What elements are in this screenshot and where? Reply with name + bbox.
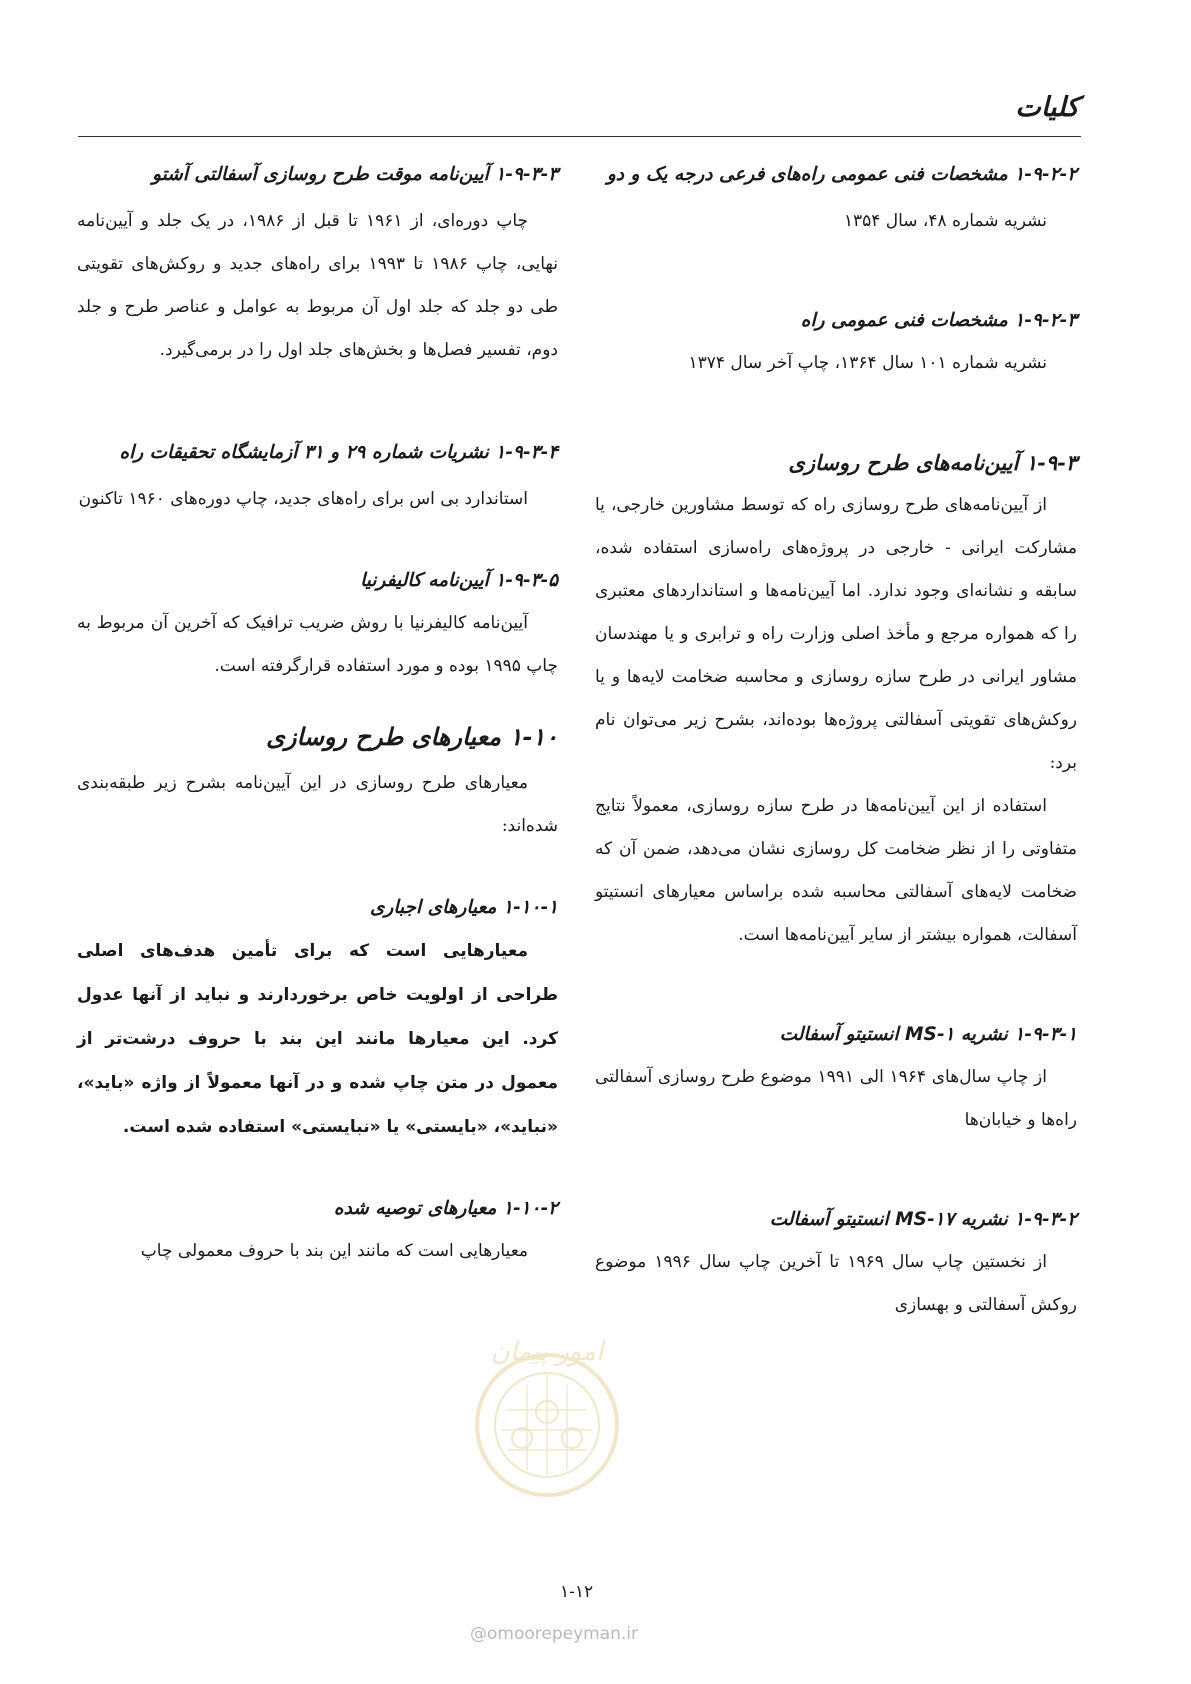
heading-title: انستیتو آسفالت [779,1024,906,1045]
section-text: استاندارد بی اس برای راه‌های جدید، چاپ دوره‌های ۱۹۶۰ تاکنون [78,489,528,509]
section-text: نشریه شماره ۱۰۱ سال ۱۳۶۴، چاپ آخر سال ۱۳۷۴ [688,353,1047,373]
section-heading: ۱-۹-۳-۴ نشریات شماره ۲۹ و ۳۱ آزمایشگاه تحقیقات راه [119,442,558,463]
section-paragraph-bold: معیارهایی است که برای تأمین هدف‌های اصلی طراحی از اولویت خاص برخوردارند و نباید از آنها عدول کرد. این معیارها مانند این بند با حروف درشت‌تر از معمول در متن چاپ شده و در آنها معمولاً از واژه «باید»، «نباید»، «بایستی» یا «نبایستی» استفاده شده است. [77,941,558,1137]
page-number: ۱-۱۲ [560,1582,594,1602]
section-heading: ۱-۹-۲-۳ مشخصات فنی عمومی راه [800,310,1077,331]
heading-number: ۱-۹-۳-۲ نشریه ۱۷- [926,1209,1077,1230]
right-column [595,150,1077,1327]
section-heading: ۱-۹-۳ آیین‌نامه‌های طرح روسازی [788,450,1077,475]
section-text: از نخستین چاپ سال ۱۹۶۹ تا آخرین چاپ سال ۱۹۹۶ موضوع روکش آسفالتی و بهسازی [595,1252,1077,1315]
section-heading: ۱-۹-۳-۵ آیین‌نامه کالیفرنیا [360,570,558,591]
section-heading: ۱-۹-۲-۲ مشخصات فنی عمومی راه‌های فرعی درجه یک و دو [606,164,1077,185]
section-text: نشریه شماره ۴۸، سال ۱۳۵۴ [843,211,1047,231]
section-heading: ۱-۱۰-۲ معیارهای توصیه شده [333,1198,558,1219]
heading-number: ۱-۹-۳-۱ نشریه ۱- [936,1024,1077,1045]
chapter-section-heading: ۱-۱۰ معیارهای طرح روسازی [266,722,558,751]
watermark-brand-text: امور پیمان [490,1337,604,1367]
heading-title: انستیتو آسفالت [769,1209,896,1230]
section-paragraph: معیارهای طرح روسازی در این آیین‌نامه بشرح زیر طبقه‌بندی شده‌اند: [77,773,558,836]
watermark-url: @omoorepeyman.ir [470,1624,639,1644]
section-paragraph: چاپ دوره‌ای، از ۱۹۶۱ تا قبل از ۱۹۸۶، در یک جلد و آیین‌نامه نهایی، چاپ ۱۹۸۶ تا ۱۹۹۳ برای راه‌های جدید و روکش‌های تقویتی طی دو جلد که جلد اول آن مربوط به عوامل و عناصر طرح و جلد دوم، تفسیر فصل‌ها و بخش‌های جلد اول را در برمی‌گیرد. [77,211,558,360]
section-text: از چاپ سال‌های ۱۹۶۴ الی ۱۹۹۱ موضوع طرح روسازی آسفالتی راه‌ها و خیابان‌ها [595,1067,1077,1130]
section-paragraph: از آیین‌نامه‌های طرح روسازی راه که توسط مشاورین خارجی، یا مشارکت ایرانی - خارجی در پروژه‌های راه‌سازی استفاده شده، سابقه و نشانه‌ای وجود ندارد. اما آیین‌نامه‌ها و استانداردهای معتبری را که همواره مرجع و مأخذ اصلی وزارت راه و ترابری و یا مهندسان مشاور ایرانی در طرح سازه روسازی و محاسبه ضخامت لایه‌ها و یا روکش‌های تقویتی آسفالتی پروژه‌ها بوده‌اند، بشرح زیر می‌توان نام برد: [595,495,1077,773]
heading-code: MS [905,1024,937,1045]
section-paragraph: استفاده از این آیین‌نامه‌ها در طرح سازه روسازی، معمولاً نتایج متفاوتی را از نظر ضخامت کل روسازی نشان می‌دهد، ضمن آن که ضخامت لایه‌های آسفالتی محاسبه شده براساس معیارهای انستیتو آسفالت، همواره بیشتر از سایر آیین‌نامه‌ها است. [595,796,1077,945]
heading-code: MS [895,1209,927,1230]
section-heading: ۱-۹-۳-۳ آیین‌نامه موقت طرح روسازی آسفالتی آشتو [152,164,558,185]
section-paragraph: معیارهایی است که مانند این بند با حروف معمولی چاپ [140,1241,528,1261]
header-rule [78,136,1081,137]
watermark-logo [462,1330,632,1500]
left-column [77,150,558,1273]
section-paragraph: آیین‌نامه کالیفرنیا با روش ضریب ترافیک که آخرین آن مربوط به چاپ ۱۹۹۵ بوده و مورد استفاده قرارگرفته است. [77,613,558,676]
section-heading [595,1198,1077,1241]
section-heading: ۱-۱۰-۱ معیارهای اجباری [369,897,558,918]
running-header-title: کلیات [1015,92,1079,123]
section-heading [595,1013,1077,1056]
